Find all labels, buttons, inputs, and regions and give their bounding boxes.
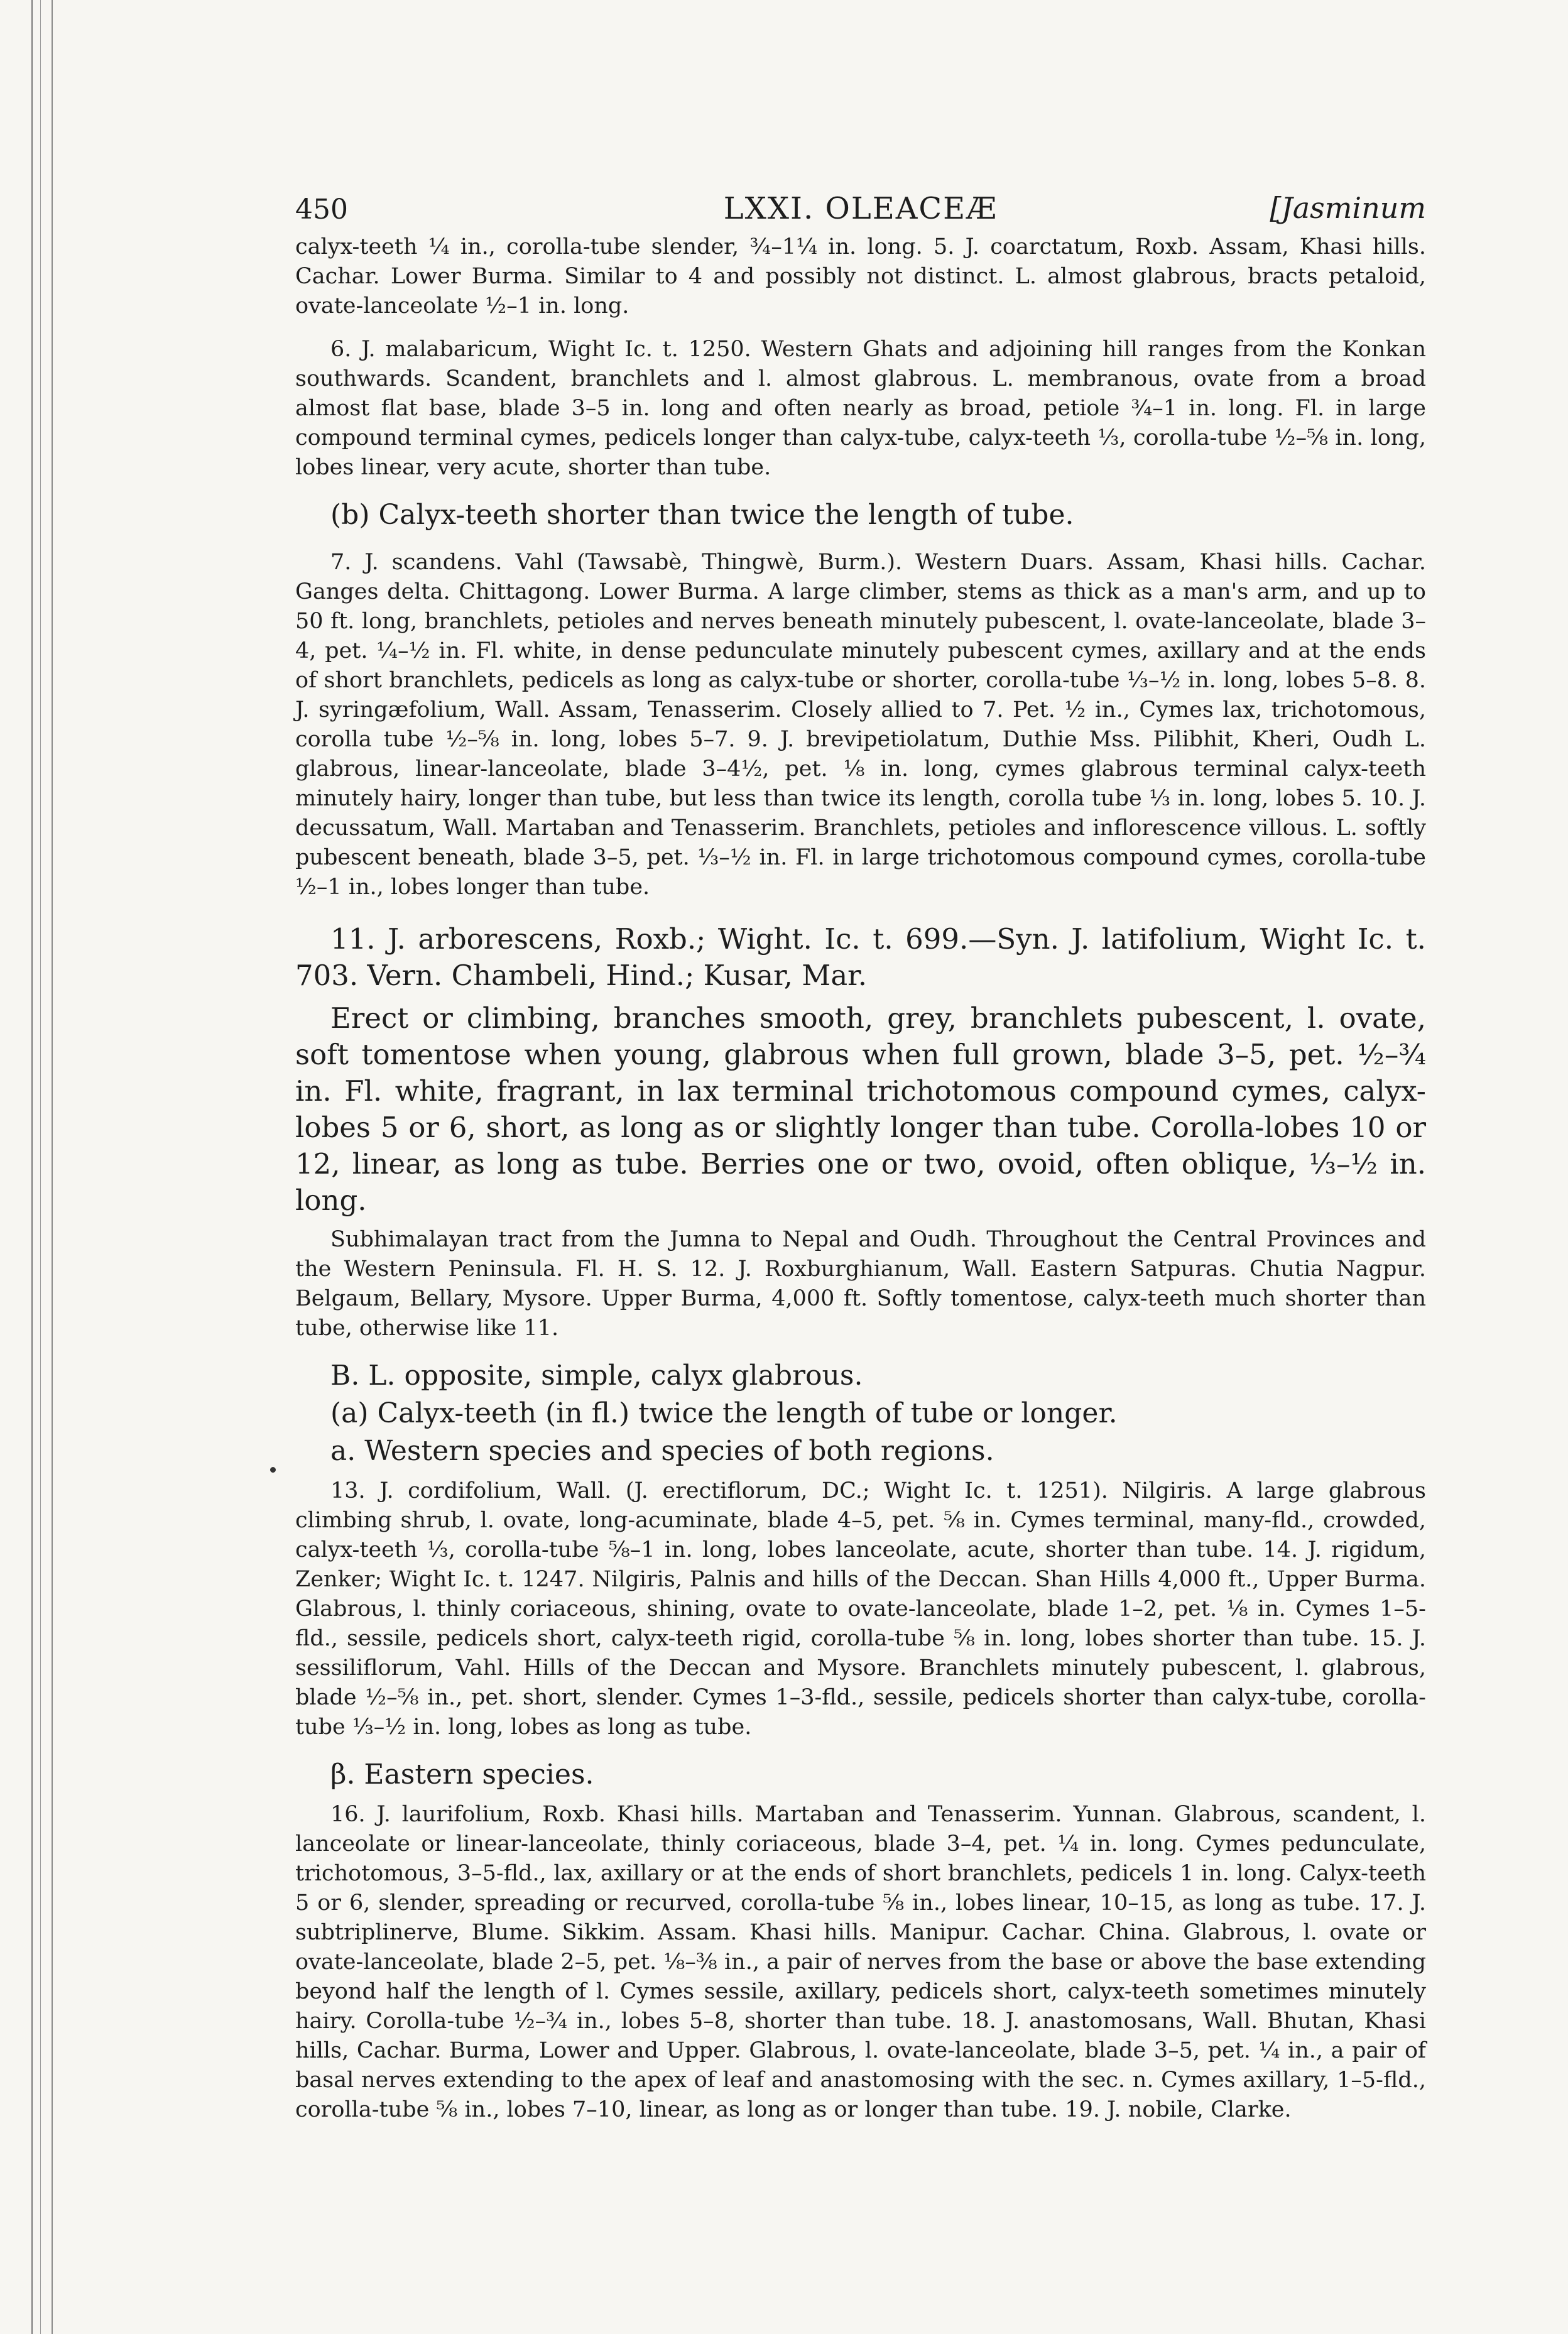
paragraph-coarctatum: calyx-teeth ¼ in., corolla-tube slender, ¾–1¼ in. long. 5. J. coarctatum, Roxb. Assam, Khasi hills. Cachar. Lower Burma. Similar to 4 and possibly not distinct. L. almost glabrous, bracts petaloid, ovate-lanceolate ½–1 in. long. — [295, 234, 1426, 319]
paragraph-scandens: 7. J. scandens. Vahl (Tawsabè, Thingwè, Burm.). Western Duars. Assam, Khasi hills. Cachar. Ganges delta. Chittagong. Lower Burma. A large climber, stems as thick as a man's arm, and up to 50 ft. long, branchlets, petioles and nerves beneath minutely pubescent, l. ovate-lanceolate, blade 3–4, pet. ¼–½ in. Fl. white, in dense pedunculate minutely pubescent cymes, axillary and at the ends of short branchlets, pedicels as long as calyx-tube or shorter, corolla-tube ⅓–½ in. long, lobes 5–8. 8. J. syringæfolium, Wall. Assam, Tenasserim. Closely allied to 7. Pet. ½ in., Cymes lax, trichotomous, corolla tube ½–⅝ in. long, lobes 5–7. 9. J. brevipetiolatum, Duthie Mss. Pilibhit, Kheri, Oudh L. glabrous, linear-lanceolate, blade 3–4½, pet. ⅛ in. long, cymes glabrous terminal calyx-teeth minutely hairy, longer than tube, but less than twice its length, corolla tube ⅓ in. long, lobes 5. 10. J. decussatum, Wall. Martaban and Tenasserim. Branchlets, petioles and inflorescence villous. L. softly pubescent beneath, blade 3–5, pet. ⅓–½ in. Fl. in large trichotomous compound cymes, corolla-tube ½–1 in., lobes longer than tube. — [295, 550, 1426, 900]
paragraph-laurifolium: 16. J. laurifolium, Roxb. Khasi hills. Martaban and Tenasserim. Yunnan. Glabrous, scandent, l. lanceolate or linear-lanceolate, thinly coriaceous, blade 3–4, pet. ¼ in. long. Cymes pedunculate, trichotomous, 3–5-fld., lax, axillary or at the ends of short branchlets, pedicels 1 in. long. Calyx-teeth 5 or 6, slender, spreading or recurved, corolla-tube ⅝ in., lobes linear, 10–15, as long as tube. 17. J. subtriplinerve, Blume. Sikkim. Assam. Khasi hills. Manipur. Cachar. China. Glabrous, l. ovate or ovate-lanceolate, blade 2–5, pet. ⅛–⅜ in., a pair of nerves from the base or above the base extending beyond half the length of l. Cymes sessile, axillary, pedicels short, calyx-teeth sometimes minutely hairy. Corolla-tube ½–¾ in., lobes 5–8, shorter than tube. 18. J. anastomosans, Wall. Bhutan, Khasi hills, Cachar. Burma, Lower and Upper. Glabrous, l. ovate-lanceolate, blade 3–5, pet. ¼ in., a pair of basal nerves extending to the apex of leaf and anastomosing with the sec. n. Cymes axillary, 1–5-fld., corolla-tube ⅝ in., lobes 7–10, linear, as long as or longer than tube. 19. J. nobile, Clarke. — [295, 1802, 1426, 2122]
subheading-a: (a) Calyx-teeth (in fl.) twice the length of tube or longer. — [330, 1397, 1118, 1429]
genus-label: [Jasminum — [1270, 191, 1426, 225]
species-heading-arborescens: 11. J. arborescens, Roxb.; Wight. Ic. t. 699.—Syn. J. latifolium, Wight Ic. t. 703. Vern. Chambeli, Hind.; Kusar, Mar. — [295, 922, 1426, 992]
scan-edge-line — [31, 0, 33, 2334]
scan-edge-line — [52, 0, 53, 2334]
paragraph-cordifolium: 13. J. cordifolium, Wall. (J. erectiflorum, DC.; Wight Ic. t. 1251). Nilgiris. A large glabrous climbing shrub, l. ovate, long-acuminate, blade 4–5, pet. ⅝ in. Cymes terminal, many-fld., crowded, calyx-teeth ⅓, corolla-tube ⅝–1 in. long, lobes lanceolate, acute, shorter than tube. 14. J. rigidum, Zenker; Wight Ic. t. 1247. Nilgiris, Palnis and hills of the Deccan. Shan Hills 4,000 ft., Upper Burma. Glabrous, l. thinly coriaceous, shining, ovate to ovate-lanceolate, blade 1–2, pet. ⅛ in. Cymes 1–5-fld., sessile, pedicels short, calyx-teeth rigid, corolla-tube ⅝ in. long, lobes shorter than tube. 15. J. sessiliflorum, Vahl. Hills of the Deccan and Mysore. Branchlets minutely pubescent, l. glabrous, blade ½–⅝ in., pet. short, slender. Cymes 1–3-fld., sessile, pedicels shorter than calyx-tube, corolla-tube ⅓–½ in. long, lobes as long as tube. — [295, 1478, 1426, 1740]
page-content — [295, 182, 1426, 2125]
paragraph-arborescens-distribution: Subhimalayan tract from the Jumna to Nepal and Oudh. Throughout the Central Provinces and the Western Peninsula. Fl. H. S. 12. J. Roxburghianum, Wall. Eastern Satpuras. Chutia Nagpur. Belgaum, Bellary, Mysore. Upper Burma, 4,000 ft. Softly tomentose, calyx-teeth much shorter than tube, otherwise like 11. — [295, 1227, 1426, 1341]
paragraph-malabaricum: 6. J. malabaricum, Wight Ic. t. 1250. Western Ghats and adjoining hill ranges from the Konkan southwards. Scandent, branchlets and l. almost glabrous. L. membranous, ovate from a broad almost flat base, blade 3–5 in. long and often nearly as broad, petiole ¾–1 in. long. Fl. in large compound terminal cymes, pedicels longer than calyx-tube, calyx-teeth ⅓, corolla-tube ½–⅝ in. long, lobes linear, very acute, shorter than tube. — [295, 337, 1426, 480]
paragraph-arborescens-description: Erect or climbing, branches smooth, grey, branchlets pubescent, l. ovate, soft tomentose when young, glabrous when full grown, blade 3–5, pet. ½–¾ in. Fl. white, fragrant, in lax terminal trichotomous compound cymes, calyx-lobes 5 or 6, short, as long as or slightly longer than tube. Corolla-lobes 10 or 12, linear, as long as tube. Berries one or two, ovoid, often oblique, ⅓–½ in. long. — [295, 1001, 1426, 1217]
subheading-b: (b) Calyx-teeth shorter than twice the length of tube. — [330, 499, 1074, 531]
chapter-title: LXXI. OLEACEÆ — [723, 191, 998, 226]
scan-edge-line — [40, 0, 41, 2334]
subheading-beta: β. Eastern species. — [330, 1759, 594, 1791]
page-number: 450 — [295, 194, 348, 226]
margin-dot — [270, 1467, 276, 1473]
subheading-B: B. L. opposite, simple, calyx glabrous. — [330, 1360, 863, 1392]
subheading-alpha: a. Western species and species of both regions. — [330, 1435, 994, 1467]
running-header — [295, 182, 1426, 232]
